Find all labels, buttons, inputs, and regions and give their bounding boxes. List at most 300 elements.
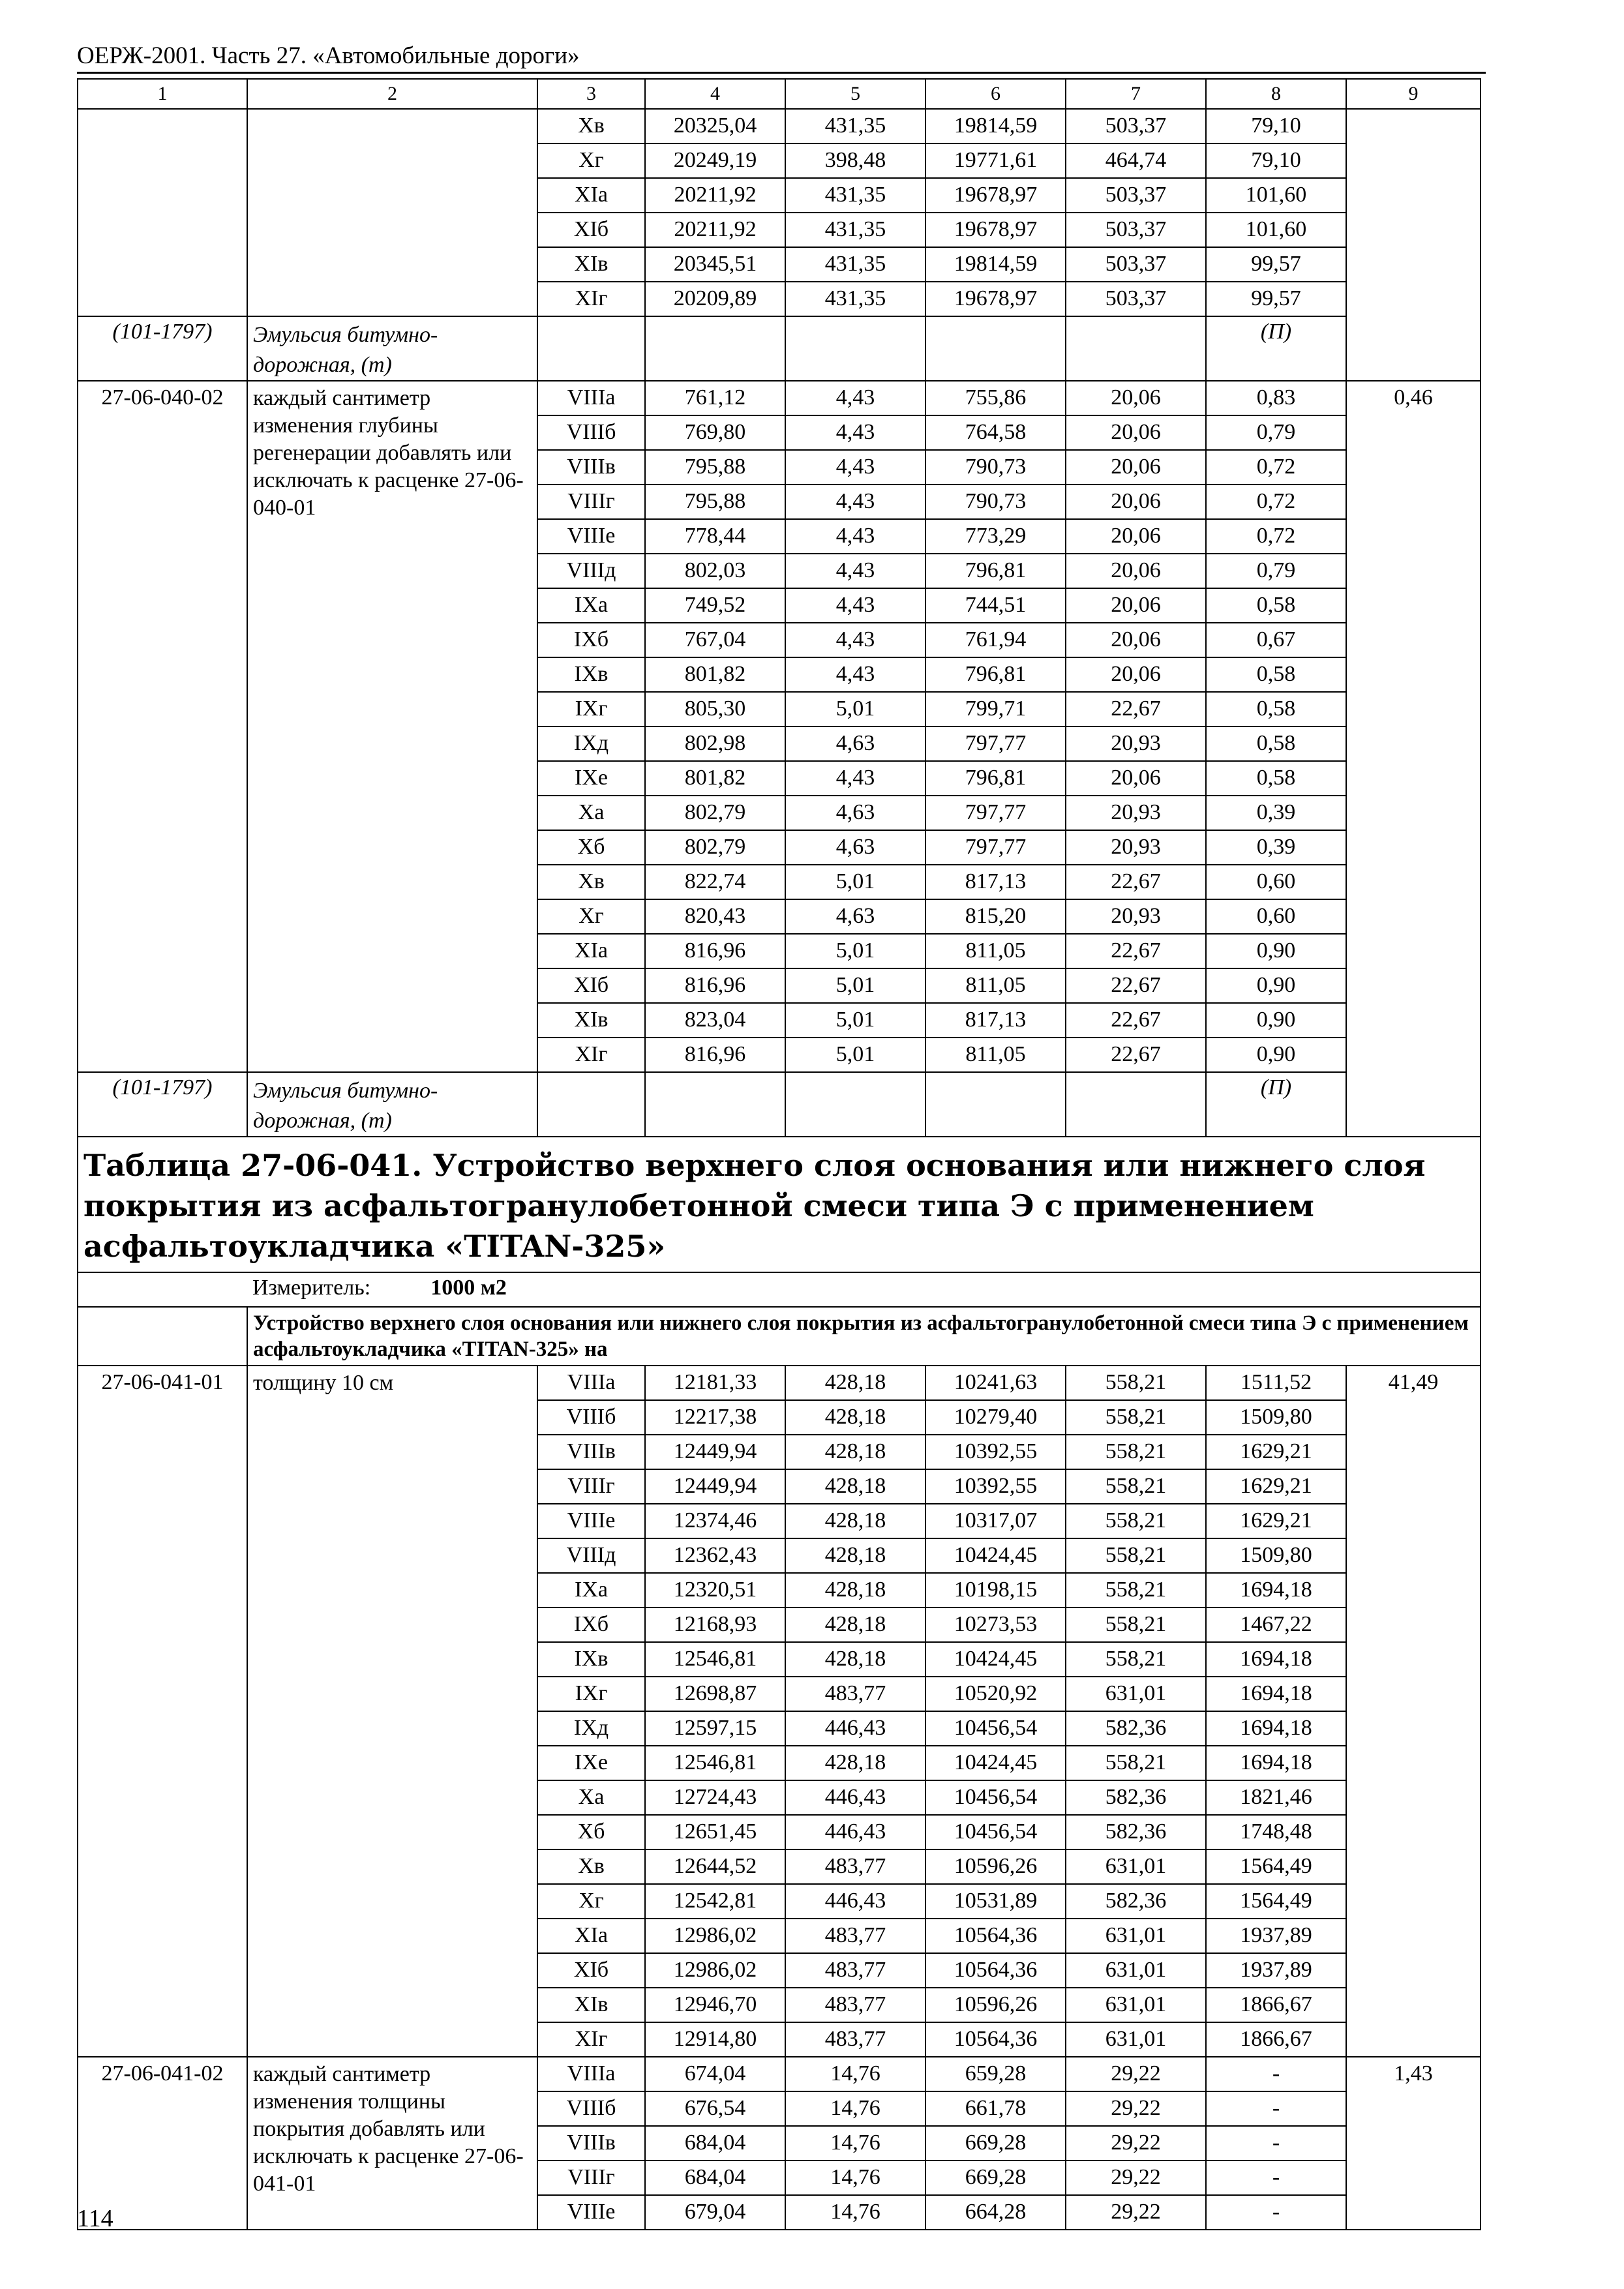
value-cell: 0,60: [1206, 865, 1346, 899]
value-cell: 820,43: [645, 899, 785, 934]
value-cell: 797,77: [925, 830, 1066, 865]
value-cell: 10564,36: [925, 2022, 1066, 2057]
zone-cell: XIв: [537, 247, 645, 282]
value-cell: 446,43: [785, 1711, 925, 1746]
value-cell: 802,79: [645, 830, 785, 865]
value-cell: 1694,18: [1206, 1677, 1346, 1711]
value-cell: 483,77: [785, 2022, 925, 2057]
value-cell: 773,29: [925, 519, 1066, 554]
value-cell: 0,90: [1206, 968, 1346, 1003]
value-cell: 10564,36: [925, 1953, 1066, 1988]
zone-cell: XIа: [537, 934, 645, 968]
value-cell: 29,22: [1066, 2195, 1206, 2230]
zone-cell: Xг: [537, 899, 645, 934]
zone-cell: VIIIе: [537, 1504, 645, 1538]
value-cell: 20,93: [1066, 830, 1206, 865]
value-cell: 558,21: [1066, 1642, 1206, 1677]
value-cell: 20,06: [1066, 485, 1206, 519]
value-cell: 20,93: [1066, 796, 1206, 830]
value-cell: 12644,52: [645, 1849, 785, 1884]
value-cell: 822,74: [645, 865, 785, 899]
value-cell: 483,77: [785, 1988, 925, 2022]
value-cell: 12597,15: [645, 1711, 785, 1746]
value-cell: 12914,80: [645, 2022, 785, 2057]
value-cell: 464,74: [1066, 143, 1206, 178]
value-cell: -: [1206, 2091, 1346, 2126]
rates-table: [77, 78, 1481, 2230]
value-cell: 823,04: [645, 1003, 785, 1038]
value-cell: 659,28: [925, 2057, 1066, 2091]
value-cell: 790,73: [925, 450, 1066, 485]
value-cell: 29,22: [1066, 2057, 1206, 2091]
empty-cell: [925, 316, 1066, 381]
table-title: Таблица 27-06-041. Устройство верхнего слоя основания или нижнего слоя покрытия из асфальтогранулобетонной смеси типа Э с применением асфальтоукладчика «TITAN-325»: [78, 1137, 1481, 1272]
zone-cell: XIг: [537, 1038, 645, 1072]
zone-cell: Xв: [537, 865, 645, 899]
value-cell: 558,21: [1066, 1435, 1206, 1469]
value-cell: 558,21: [1066, 1573, 1206, 1608]
price-row: [78, 381, 1481, 415]
zone-cell: VIIIд: [537, 554, 645, 588]
zone-cell: IXа: [537, 1573, 645, 1608]
value-cell: 10456,54: [925, 1711, 1066, 1746]
value-cell: 761,94: [925, 623, 1066, 657]
value-cell: 0,79: [1206, 415, 1346, 450]
value-cell: 5,01: [785, 692, 925, 726]
labor-cost: 0,46: [1346, 381, 1481, 1137]
value-cell: 20,06: [1066, 450, 1206, 485]
value-cell: 744,51: [925, 588, 1066, 623]
value-cell: 631,01: [1066, 2022, 1206, 2057]
value-cell: 20249,19: [645, 143, 785, 178]
value-cell: 1629,21: [1206, 1469, 1346, 1504]
value-cell: 12320,51: [645, 1573, 785, 1608]
zone-cell: XIг: [537, 282, 645, 316]
value-cell: 12946,70: [645, 1988, 785, 2022]
zone-cell: IXб: [537, 623, 645, 657]
value-cell: 815,20: [925, 899, 1066, 934]
resource-row: [78, 316, 1481, 381]
empty-cell: [785, 1072, 925, 1137]
value-cell: 12651,45: [645, 1815, 785, 1849]
value-cell: 816,96: [645, 934, 785, 968]
zone-cell: XIг: [537, 2022, 645, 2057]
value-cell: 1694,18: [1206, 1642, 1346, 1677]
zone-cell: XIб: [537, 1953, 645, 1988]
value-cell: 20325,04: [645, 109, 785, 143]
column-number: 4: [645, 79, 785, 109]
value-cell: 799,71: [925, 692, 1066, 726]
rate-description: толщину 10 см: [247, 1366, 537, 2057]
value-cell: 398,48: [785, 143, 925, 178]
value-cell: 1937,89: [1206, 1953, 1346, 1988]
value-cell: 796,81: [925, 761, 1066, 796]
value-cell: 19678,97: [925, 213, 1066, 247]
zone-cell: Xв: [537, 109, 645, 143]
value-cell: 669,28: [925, 2126, 1066, 2161]
value-cell: 22,67: [1066, 865, 1206, 899]
page-number: 114: [77, 2205, 113, 2232]
value-cell: 503,37: [1066, 247, 1206, 282]
column-number: 9: [1346, 79, 1481, 109]
zone-cell: XIа: [537, 178, 645, 213]
value-cell: 4,43: [785, 657, 925, 692]
value-cell: 805,30: [645, 692, 785, 726]
value-cell: 428,18: [785, 1746, 925, 1780]
zone-cell: IXа: [537, 588, 645, 623]
zone-cell: XIв: [537, 1003, 645, 1038]
value-cell: 631,01: [1066, 1919, 1206, 1953]
value-cell: 4,43: [785, 381, 925, 415]
value-cell: 431,35: [785, 213, 925, 247]
value-cell: 12986,02: [645, 1953, 785, 1988]
value-cell: 12986,02: [645, 1919, 785, 1953]
value-cell: 20,93: [1066, 899, 1206, 934]
empty-cell: [537, 1072, 645, 1137]
empty-cell: [1066, 1072, 1206, 1137]
empty-cell: [925, 1072, 1066, 1137]
table-title-row: [78, 1137, 1481, 1272]
value-cell: 764,58: [925, 415, 1066, 450]
value-cell: 19814,59: [925, 109, 1066, 143]
zone-cell: IXг: [537, 692, 645, 726]
column-number: 8: [1206, 79, 1346, 109]
value-cell: 10456,54: [925, 1780, 1066, 1815]
value-cell: 12449,94: [645, 1435, 785, 1469]
value-cell: 22,67: [1066, 1038, 1206, 1072]
value-cell: -: [1206, 2195, 1346, 2230]
zone-cell: XIа: [537, 1919, 645, 1953]
value-cell: 0,72: [1206, 485, 1346, 519]
value-cell: 10564,36: [925, 1919, 1066, 1953]
value-cell: 0,67: [1206, 623, 1346, 657]
zone-cell: Xа: [537, 1780, 645, 1815]
value-cell: 20211,92: [645, 213, 785, 247]
value-cell: 558,21: [1066, 1538, 1206, 1573]
zone-cell: VIIIе: [537, 519, 645, 554]
value-cell: 1694,18: [1206, 1573, 1346, 1608]
value-cell: 802,03: [645, 554, 785, 588]
value-cell: 1937,89: [1206, 1919, 1346, 1953]
value-cell: 674,04: [645, 2057, 785, 2091]
value-cell: 755,86: [925, 381, 1066, 415]
value-cell: 676,54: [645, 2091, 785, 2126]
price-row: [78, 2057, 1481, 2091]
zone-cell: Xб: [537, 830, 645, 865]
value-cell: 12362,43: [645, 1538, 785, 1573]
zone-cell: XIб: [537, 968, 645, 1003]
value-cell: 14,76: [785, 2091, 925, 2126]
column-number: 7: [1066, 79, 1206, 109]
value-cell: 811,05: [925, 1038, 1066, 1072]
value-cell: 4,43: [785, 588, 925, 623]
value-cell: 20,06: [1066, 415, 1206, 450]
value-cell: 431,35: [785, 109, 925, 143]
value-cell: 79,10: [1206, 143, 1346, 178]
resource-name: Эмульсия битумно-дорожная, (т): [247, 316, 537, 381]
value-cell: 10392,55: [925, 1435, 1066, 1469]
value-cell: 761,12: [645, 381, 785, 415]
value-cell: 10198,15: [925, 1573, 1066, 1608]
value-cell: 1629,21: [1206, 1504, 1346, 1538]
value-cell: 428,18: [785, 1504, 925, 1538]
labor-cost: [1346, 109, 1481, 381]
value-cell: 1866,67: [1206, 2022, 1346, 2057]
value-cell: -: [1206, 2126, 1346, 2161]
value-cell: 483,77: [785, 1849, 925, 1884]
value-cell: 12181,33: [645, 1366, 785, 1400]
value-cell: 811,05: [925, 968, 1066, 1003]
value-cell: 795,88: [645, 450, 785, 485]
value-cell: 503,37: [1066, 109, 1206, 143]
value-cell: 4,63: [785, 899, 925, 934]
value-cell: 5,01: [785, 865, 925, 899]
zone-cell: VIIIб: [537, 415, 645, 450]
value-cell: 22,67: [1066, 1003, 1206, 1038]
value-cell: 99,57: [1206, 247, 1346, 282]
resource-code: (101-1797): [78, 1072, 247, 1137]
value-cell: 797,77: [925, 726, 1066, 761]
value-cell: 582,36: [1066, 1711, 1206, 1746]
rate-code: 27-06-040-02: [78, 381, 247, 1072]
value-cell: 5,01: [785, 934, 925, 968]
value-cell: 22,67: [1066, 934, 1206, 968]
value-cell: 20,06: [1066, 519, 1206, 554]
value-cell: 431,35: [785, 282, 925, 316]
zone-cell: Xг: [537, 143, 645, 178]
value-cell: 20211,92: [645, 178, 785, 213]
value-cell: 12449,94: [645, 1469, 785, 1504]
value-cell: 20,06: [1066, 381, 1206, 415]
value-cell: 428,18: [785, 1573, 925, 1608]
value-cell: 817,13: [925, 1003, 1066, 1038]
value-cell: 1866,67: [1206, 1988, 1346, 2022]
zone-cell: IXд: [537, 1711, 645, 1746]
value-cell: 0,90: [1206, 1038, 1346, 1072]
rate-description: каждый сантиметр изменения толщины покрытия добавлять или исключать к расценке 27-06-041-01: [247, 2057, 537, 2230]
value-cell: 558,21: [1066, 1469, 1206, 1504]
resource-value: (П): [1206, 316, 1346, 381]
value-cell: 811,05: [925, 934, 1066, 968]
value-cell: 12542,81: [645, 1884, 785, 1919]
zone-cell: Xг: [537, 1884, 645, 1919]
value-cell: 558,21: [1066, 1746, 1206, 1780]
column-number: 3: [537, 79, 645, 109]
value-cell: 19678,97: [925, 178, 1066, 213]
column-number: 5: [785, 79, 925, 109]
value-cell: 10273,53: [925, 1608, 1066, 1642]
empty-cell: [537, 316, 645, 381]
zone-cell: Xб: [537, 1815, 645, 1849]
value-cell: 4,43: [785, 554, 925, 588]
value-cell: 0,90: [1206, 934, 1346, 968]
value-cell: 669,28: [925, 2161, 1066, 2195]
value-cell: 428,18: [785, 1538, 925, 1573]
value-cell: -: [1206, 2057, 1346, 2091]
value-cell: 801,82: [645, 761, 785, 796]
value-cell: 428,18: [785, 1642, 925, 1677]
value-cell: 4,63: [785, 796, 925, 830]
value-cell: 4,63: [785, 830, 925, 865]
value-cell: 503,37: [1066, 213, 1206, 247]
column-number: 6: [925, 79, 1066, 109]
meter-row: [78, 1272, 1481, 1307]
zone-cell: VIIIе: [537, 2195, 645, 2230]
value-cell: 20,93: [1066, 726, 1206, 761]
value-cell: 802,79: [645, 796, 785, 830]
value-cell: 802,98: [645, 726, 785, 761]
value-cell: 679,04: [645, 2195, 785, 2230]
value-cell: 14,76: [785, 2161, 925, 2195]
zone-cell: IXд: [537, 726, 645, 761]
value-cell: 19771,61: [925, 143, 1066, 178]
zone-cell: VIIIа: [537, 381, 645, 415]
value-cell: 4,43: [785, 485, 925, 519]
value-cell: 12724,43: [645, 1780, 785, 1815]
zone-cell: Xа: [537, 796, 645, 830]
value-cell: 12168,93: [645, 1608, 785, 1642]
value-cell: 0,72: [1206, 450, 1346, 485]
value-cell: 446,43: [785, 1780, 925, 1815]
zone-cell: IXб: [537, 1608, 645, 1642]
zone-cell: IXв: [537, 657, 645, 692]
rate-code: 27-06-041-01: [78, 1366, 247, 2057]
value-cell: 29,22: [1066, 2126, 1206, 2161]
value-cell: 22,67: [1066, 968, 1206, 1003]
document-header: ОЕРЖ-2001. Часть 27. «Автомобильные дороги»: [77, 40, 1486, 74]
value-cell: 29,22: [1066, 2161, 1206, 2195]
zone-cell: VIIIа: [537, 2057, 645, 2091]
value-cell: 817,13: [925, 865, 1066, 899]
zone-cell: XIв: [537, 1988, 645, 2022]
column-number: 2: [247, 79, 537, 109]
zone-cell: VIIIд: [537, 1538, 645, 1573]
value-cell: 778,44: [645, 519, 785, 554]
empty-cell: [1066, 316, 1206, 381]
value-cell: 0,58: [1206, 726, 1346, 761]
value-cell: 0,58: [1206, 761, 1346, 796]
value-cell: 816,96: [645, 1038, 785, 1072]
zone-cell: VIIIв: [537, 2126, 645, 2161]
value-cell: 558,21: [1066, 1504, 1206, 1538]
zone-cell: IXе: [537, 761, 645, 796]
value-cell: 19814,59: [925, 247, 1066, 282]
value-cell: 1694,18: [1206, 1746, 1346, 1780]
value-cell: 558,21: [1066, 1366, 1206, 1400]
value-cell: 14,76: [785, 2126, 925, 2161]
zone-cell: VIIIв: [537, 450, 645, 485]
value-cell: 428,18: [785, 1435, 925, 1469]
value-cell: 10241,63: [925, 1366, 1066, 1400]
value-cell: 4,43: [785, 761, 925, 796]
value-cell: 12217,38: [645, 1400, 785, 1435]
value-cell: 12546,81: [645, 1746, 785, 1780]
value-cell: 631,01: [1066, 1988, 1206, 2022]
value-cell: 22,67: [1066, 692, 1206, 726]
zone-cell: VIIIв: [537, 1435, 645, 1469]
value-cell: 483,77: [785, 1953, 925, 1988]
intro-row: [78, 1307, 1481, 1366]
value-cell: 10424,45: [925, 1746, 1066, 1780]
value-cell: 19678,97: [925, 282, 1066, 316]
value-cell: 10596,26: [925, 1988, 1066, 2022]
zone-cell: IXг: [537, 1677, 645, 1711]
value-cell: 10520,92: [925, 1677, 1066, 1711]
value-cell: 582,36: [1066, 1884, 1206, 1919]
value-cell: 12374,46: [645, 1504, 785, 1538]
value-cell: 684,04: [645, 2161, 785, 2195]
value-cell: 0,90: [1206, 1003, 1346, 1038]
value-cell: 101,60: [1206, 213, 1346, 247]
value-cell: 20,06: [1066, 623, 1206, 657]
value-cell: 4,43: [785, 623, 925, 657]
resource-row: [78, 1072, 1481, 1137]
zone-cell: IXе: [537, 1746, 645, 1780]
value-cell: 1564,49: [1206, 1884, 1346, 1919]
zone-cell: IXв: [537, 1642, 645, 1677]
value-cell: 1629,21: [1206, 1435, 1346, 1469]
value-cell: 10279,40: [925, 1400, 1066, 1435]
value-cell: 1509,80: [1206, 1538, 1346, 1573]
value-cell: 428,18: [785, 1400, 925, 1435]
value-cell: 790,73: [925, 485, 1066, 519]
zone-cell: VIIIг: [537, 485, 645, 519]
value-cell: 10317,07: [925, 1504, 1066, 1538]
value-cell: 20,06: [1066, 554, 1206, 588]
value-cell: 503,37: [1066, 282, 1206, 316]
value-cell: 29,22: [1066, 2091, 1206, 2126]
value-cell: 664,28: [925, 2195, 1066, 2230]
value-cell: 767,04: [645, 623, 785, 657]
labor-cost: 41,49: [1346, 1366, 1481, 2057]
value-cell: 99,57: [1206, 282, 1346, 316]
value-cell: 796,81: [925, 657, 1066, 692]
value-cell: 20209,89: [645, 282, 785, 316]
value-cell: 503,37: [1066, 178, 1206, 213]
value-cell: 1511,52: [1206, 1366, 1346, 1400]
value-cell: 797,77: [925, 796, 1066, 830]
value-cell: 431,35: [785, 178, 925, 213]
value-cell: 446,43: [785, 1884, 925, 1919]
resource-value: (П): [1206, 1072, 1346, 1137]
zone-cell: VIIIа: [537, 1366, 645, 1400]
column-number-row: [78, 79, 1481, 109]
value-cell: 10531,89: [925, 1884, 1066, 1919]
rate-code: [78, 109, 247, 316]
empty-cell: [645, 316, 785, 381]
value-cell: 20,06: [1066, 761, 1206, 796]
value-cell: 558,21: [1066, 1400, 1206, 1435]
value-cell: 684,04: [645, 2126, 785, 2161]
zone-cell: VIIIг: [537, 1469, 645, 1504]
value-cell: 582,36: [1066, 1780, 1206, 1815]
value-cell: 816,96: [645, 968, 785, 1003]
value-cell: 749,52: [645, 588, 785, 623]
value-cell: -: [1206, 2161, 1346, 2195]
rate-description: [247, 109, 537, 316]
value-cell: 79,10: [1206, 109, 1346, 143]
value-cell: 483,77: [785, 1677, 925, 1711]
section-intro: Устройство верхнего слоя основания или нижнего слоя покрытия из асфальтогранулобетонной смеси типа Э с применением асфальтоукладчика «TITAN-325» на: [247, 1307, 1481, 1366]
value-cell: 12698,87: [645, 1677, 785, 1711]
value-cell: 14,76: [785, 2057, 925, 2091]
value-cell: 631,01: [1066, 1849, 1206, 1884]
value-cell: 631,01: [1066, 1677, 1206, 1711]
value-cell: 0,83: [1206, 381, 1346, 415]
value-cell: 1748,48: [1206, 1815, 1346, 1849]
rate-code: 27-06-041-02: [78, 2057, 247, 2230]
value-cell: 0,79: [1206, 554, 1346, 588]
